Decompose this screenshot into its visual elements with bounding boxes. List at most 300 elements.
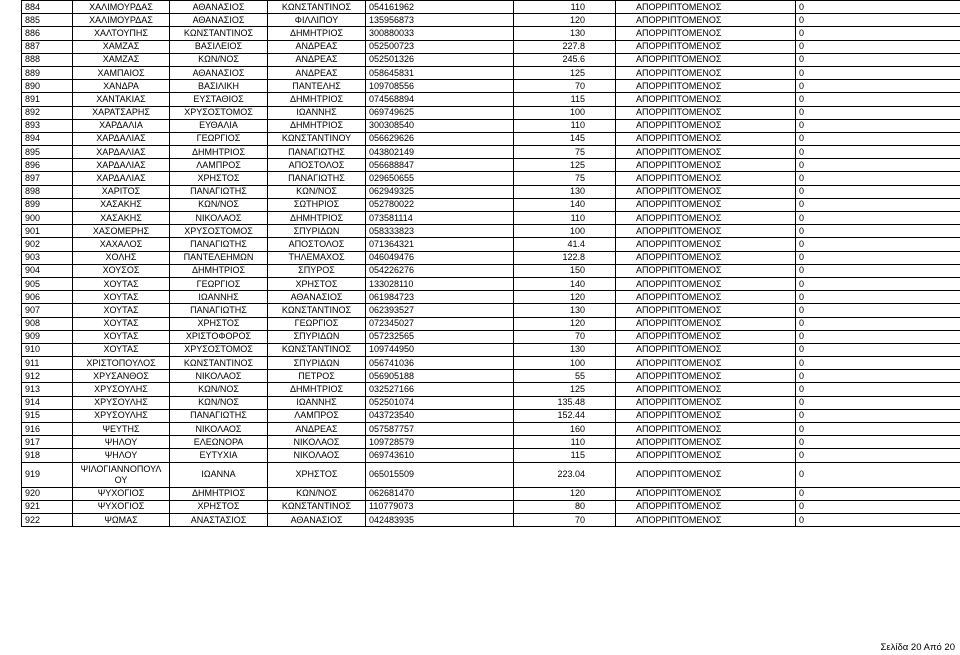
row-number-cell: 919 xyxy=(22,462,73,487)
registration-code-cell: 052501326 xyxy=(366,53,514,66)
status-cell: ΑΠΟΡΡΙΠΤΟΜΕΝΟΣ xyxy=(616,423,796,436)
status-cell: ΑΠΟΡΡΙΠΤΟΜΕΝΟΣ xyxy=(616,291,796,304)
first-name-cell: ΑΝΑΣΤΑΣΙΟΣ xyxy=(170,513,268,526)
points-cell: 0 xyxy=(796,172,960,185)
surname-cell: ΧΑΛΤΟΥΠΗΣ xyxy=(73,27,170,40)
surname-cell: ΧΑΛΙΜΟΥΡΔΑΣ xyxy=(73,14,170,27)
status-cell: ΑΠΟΡΡΙΠΤΟΜΕΝΟΣ xyxy=(616,330,796,343)
table-row xyxy=(22,251,960,264)
surname-cell: ΧΑΡΔΑΛΙΑ xyxy=(73,119,170,132)
status-cell: ΑΠΟΡΡΙΠΤΟΜΕΝΟΣ xyxy=(616,132,796,145)
row-number-cell: 911 xyxy=(22,357,73,370)
table-row xyxy=(22,396,960,409)
surname-cell: ΧΑΡΙΤΟΣ xyxy=(73,185,170,198)
score-cell: 110 xyxy=(514,119,616,132)
row-number-cell: 909 xyxy=(22,330,73,343)
registration-code-cell: 057587757 xyxy=(366,423,514,436)
registration-code-cell: 072345027 xyxy=(366,317,514,330)
status-cell: ΑΠΟΡΡΙΠΤΟΜΕΝΟΣ xyxy=(616,93,796,106)
surname-cell: ΧΡΙΣΤΟΠΟΥΛΟΣ xyxy=(73,357,170,370)
points-cell: 0 xyxy=(796,436,960,449)
first-name-cell: ΒΑΣΙΛΙΚΗ xyxy=(170,80,268,93)
surname-cell: ΧΟΥΤΑΣ xyxy=(73,343,170,356)
registration-code-cell: 135956873 xyxy=(366,14,514,27)
surname-cell: ΧΡΥΣΟΥΛΗΣ xyxy=(73,383,170,396)
first-name-cell: ΧΡΗΣΤΟΣ xyxy=(170,172,268,185)
points-cell: 0 xyxy=(796,277,960,290)
score-cell: 150 xyxy=(514,264,616,277)
father-name-cell: ΙΩΑΝΝΗΣ xyxy=(268,396,366,409)
points-cell: 0 xyxy=(796,396,960,409)
father-name-cell: ΣΠΥΡΙΔΩΝ xyxy=(268,330,366,343)
table-row xyxy=(22,40,960,53)
first-name-cell: ΚΩΝ/ΝΟΣ xyxy=(170,198,268,211)
score-cell: 115 xyxy=(514,449,616,462)
surname-cell: ΧΑΛΙΜΟΥΡΔΑΣ xyxy=(73,1,170,14)
registration-code-cell: 054226276 xyxy=(366,264,514,277)
registration-code-cell: 133028110 xyxy=(366,277,514,290)
row-number-cell: 897 xyxy=(22,172,73,185)
registration-code-cell: 062393527 xyxy=(366,304,514,317)
first-name-cell: ΛΑΜΠΡΟΣ xyxy=(170,159,268,172)
status-cell: ΑΠΟΡΡΙΠΤΟΜΕΝΟΣ xyxy=(616,277,796,290)
table-row xyxy=(22,500,960,513)
father-name-cell: ΔΗΜΗΤΡΙΟΣ xyxy=(268,27,366,40)
first-name-cell: ΠΑΝΑΓΙΩΤΗΣ xyxy=(170,238,268,251)
table-row xyxy=(22,343,960,356)
surname-cell: ΨΩΜΑΣ xyxy=(73,513,170,526)
father-name-cell: ΑΘΑΝΑΣΙΟΣ xyxy=(268,291,366,304)
table-row xyxy=(22,106,960,119)
table-row xyxy=(22,185,960,198)
row-number-cell: 921 xyxy=(22,500,73,513)
score-cell: 130 xyxy=(514,304,616,317)
points-cell: 0 xyxy=(796,449,960,462)
status-cell: ΑΠΟΡΡΙΠΤΟΜΕΝΟΣ xyxy=(616,487,796,500)
status-cell: ΑΠΟΡΡΙΠΤΟΜΕΝΟΣ xyxy=(616,449,796,462)
registration-code-cell: 110779073 xyxy=(366,500,514,513)
score-cell: 130 xyxy=(514,27,616,40)
row-number-cell: 915 xyxy=(22,409,73,422)
table-row xyxy=(22,212,960,225)
first-name-cell: ΚΩΝ/ΝΟΣ xyxy=(170,53,268,66)
surname-cell: ΧΑΜΖΑΣ xyxy=(73,40,170,53)
registration-code-cell: 058645831 xyxy=(366,66,514,79)
father-name-cell: ΠΑΝΑΓΙΩΤΗΣ xyxy=(268,172,366,185)
first-name-cell: ΧΡΙΣΤΟΦΟΡΟΣ xyxy=(170,330,268,343)
surname-cell: ΧΑΜΠΑΙΟΣ xyxy=(73,66,170,79)
first-name-cell: ΒΑΣΙΛΕΙΟΣ xyxy=(170,40,268,53)
score-cell: 245.6 xyxy=(514,53,616,66)
surname-cell: ΧΑΣΟΜΕΡΗΣ xyxy=(73,225,170,238)
first-name-cell: ΠΑΝΑΓΙΩΤΗΣ xyxy=(170,185,268,198)
surname-cell: ΧΡΥΣΟΥΛΗΣ xyxy=(73,396,170,409)
points-cell: 0 xyxy=(796,409,960,422)
status-cell: ΑΠΟΡΡΙΠΤΟΜΕΝΟΣ xyxy=(616,370,796,383)
score-cell: 120 xyxy=(514,317,616,330)
status-cell: ΑΠΟΡΡΙΠΤΟΜΕΝΟΣ xyxy=(616,53,796,66)
registration-code-cell: 058333823 xyxy=(366,225,514,238)
score-cell: 70 xyxy=(514,330,616,343)
surname-cell: ΧΟΥΤΑΣ xyxy=(73,317,170,330)
status-cell: ΑΠΟΡΡΙΠΤΟΜΕΝΟΣ xyxy=(616,106,796,119)
status-cell: ΑΠΟΡΡΙΠΤΟΜΕΝΟΣ xyxy=(616,40,796,53)
row-number-cell: 892 xyxy=(22,106,73,119)
registration-code-cell: 062681470 xyxy=(366,487,514,500)
points-cell: 0 xyxy=(796,423,960,436)
father-name-cell: ΧΡΗΣΤΟΣ xyxy=(268,277,366,290)
father-name-cell: ΑΝΔΡΕΑΣ xyxy=(268,53,366,66)
surname-cell: ΨΗΛΟΥ xyxy=(73,449,170,462)
first-name-cell: ΑΘΑΝΑΣΙΟΣ xyxy=(170,1,268,14)
father-name-cell: ΚΩΝ/ΝΟΣ xyxy=(268,487,366,500)
score-cell: 125 xyxy=(514,383,616,396)
father-name-cell: ΚΩΝΣΤΑΝΤΙΝΟΣ xyxy=(268,500,366,513)
points-cell: 0 xyxy=(796,40,960,53)
status-cell: ΑΠΟΡΡΙΠΤΟΜΕΝΟΣ xyxy=(616,409,796,422)
father-name-cell: ΑΝΔΡΕΑΣ xyxy=(268,66,366,79)
status-cell: ΑΠΟΡΡΙΠΤΟΜΕΝΟΣ xyxy=(616,500,796,513)
registration-code-cell: 065015509 xyxy=(366,462,514,487)
points-cell: 0 xyxy=(796,291,960,304)
score-cell: 140 xyxy=(514,198,616,211)
score-cell: 100 xyxy=(514,225,616,238)
registration-code-cell: 109708556 xyxy=(366,80,514,93)
father-name-cell: ΑΝΔΡΕΑΣ xyxy=(268,423,366,436)
score-cell: 100 xyxy=(514,106,616,119)
first-name-cell: ΑΘΑΝΑΣΙΟΣ xyxy=(170,66,268,79)
score-cell: 130 xyxy=(514,343,616,356)
points-cell: 0 xyxy=(796,14,960,27)
first-name-cell: ΕΥΤΥΧΙΑ xyxy=(170,449,268,462)
father-name-cell: ΣΠΥΡΟΣ xyxy=(268,264,366,277)
registration-code-cell: 056688847 xyxy=(366,159,514,172)
row-number-cell: 900 xyxy=(22,212,73,225)
father-name-cell: ΔΗΜΗΤΡΙΟΣ xyxy=(268,212,366,225)
points-cell: 0 xyxy=(796,80,960,93)
row-number-cell: 894 xyxy=(22,132,73,145)
row-number-cell: 898 xyxy=(22,185,73,198)
points-cell: 0 xyxy=(796,513,960,526)
registration-code-cell: 056905188 xyxy=(366,370,514,383)
father-name-cell: ΤΗΛΕΜΑΧΟΣ xyxy=(268,251,366,264)
row-number-cell: 884 xyxy=(22,1,73,14)
row-number-cell: 885 xyxy=(22,14,73,27)
first-name-cell: ΓΕΩΡΓΙΟΣ xyxy=(170,132,268,145)
points-cell: 0 xyxy=(796,264,960,277)
score-cell: 130 xyxy=(514,185,616,198)
surname-cell: ΧΡΥΣΟΥΛΗΣ xyxy=(73,409,170,422)
score-cell: 75 xyxy=(514,172,616,185)
row-number-cell: 922 xyxy=(22,513,73,526)
row-number-cell: 908 xyxy=(22,317,73,330)
surname-cell: ΨΙΛΟΓΙΑΝΝΟΠΟΥΛ ΟΥ xyxy=(73,462,170,487)
table-row xyxy=(22,146,960,159)
points-cell: 0 xyxy=(796,93,960,106)
surname-cell: ΧΟΥΤΑΣ xyxy=(73,330,170,343)
father-name-cell: ΝΙΚΟΛΑΟΣ xyxy=(268,436,366,449)
status-cell: ΑΠΟΡΡΙΠΤΟΜΕΝΟΣ xyxy=(616,357,796,370)
first-name-cell: ΔΗΜΗΤΡΙΟΣ xyxy=(170,264,268,277)
status-cell: ΑΠΟΡΡΙΠΤΟΜΕΝΟΣ xyxy=(616,1,796,14)
surname-cell: ΧΑΧΑΛΟΣ xyxy=(73,238,170,251)
status-cell: ΑΠΟΡΡΙΠΤΟΜΕΝΟΣ xyxy=(616,146,796,159)
points-cell: 0 xyxy=(796,500,960,513)
row-number-cell: 887 xyxy=(22,40,73,53)
registration-code-cell: 109728579 xyxy=(366,436,514,449)
score-cell: 80 xyxy=(514,500,616,513)
score-cell: 115 xyxy=(514,93,616,106)
table-row xyxy=(22,132,960,145)
father-name-cell: ΚΩΝΣΤΑΝΤΙΝΟΣ xyxy=(268,1,366,14)
first-name-cell: ΠΑΝΤΕΛΕΗΜΩΝ xyxy=(170,251,268,264)
table-row xyxy=(22,264,960,277)
father-name-cell: ΑΘΑΝΑΣΙΟΣ xyxy=(268,513,366,526)
first-name-cell: ΧΡΥΣΟΣΤΟΜΟΣ xyxy=(170,106,268,119)
father-name-cell: ΣΠΥΡΙΔΩΝ xyxy=(268,225,366,238)
registration-code-cell: 052501074 xyxy=(366,396,514,409)
points-cell: 0 xyxy=(796,27,960,40)
score-cell: 125 xyxy=(514,159,616,172)
table-row xyxy=(22,277,960,290)
surname-cell: ΧΡΥΣΑΝΘΟΣ xyxy=(73,370,170,383)
table-row xyxy=(22,225,960,238)
row-number-cell: 895 xyxy=(22,146,73,159)
surname-cell: ΧΑΝΤΑΚΙΑΣ xyxy=(73,93,170,106)
table-row xyxy=(22,462,960,487)
first-name-cell: ΚΩΝΣΤΑΝΤΙΝΟΣ xyxy=(170,27,268,40)
registration-code-cell: 057232565 xyxy=(366,330,514,343)
registration-code-cell: 061984723 xyxy=(366,291,514,304)
registration-code-cell: 032527166 xyxy=(366,383,514,396)
table-row xyxy=(22,93,960,106)
surname-cell: ΧΑΣΑΚΗΣ xyxy=(73,212,170,225)
first-name-cell: ΔΗΜΗΤΡΙΟΣ xyxy=(170,487,268,500)
points-cell: 0 xyxy=(796,132,960,145)
first-name-cell: ΧΡΗΣΤΟΣ xyxy=(170,317,268,330)
points-cell: 0 xyxy=(796,330,960,343)
row-number-cell: 916 xyxy=(22,423,73,436)
first-name-cell: ΠΑΝΑΓΙΩΤΗΣ xyxy=(170,304,268,317)
surname-cell: ΧΟΥΤΑΣ xyxy=(73,277,170,290)
score-cell: 152.44 xyxy=(514,409,616,422)
status-cell: ΑΠΟΡΡΙΠΤΟΜΕΝΟΣ xyxy=(616,436,796,449)
father-name-cell: ΑΝΔΡΕΑΣ xyxy=(268,40,366,53)
points-cell: 0 xyxy=(796,146,960,159)
points-cell: 0 xyxy=(796,159,960,172)
row-number-cell: 918 xyxy=(22,449,73,462)
row-number-cell: 903 xyxy=(22,251,73,264)
score-cell: 120 xyxy=(514,487,616,500)
table-row xyxy=(22,238,960,251)
table-row xyxy=(22,159,960,172)
first-name-cell: ΚΩΝ/ΝΟΣ xyxy=(170,383,268,396)
father-name-cell: ΔΗΜΗΤΡΙΟΣ xyxy=(268,93,366,106)
score-cell: 145 xyxy=(514,132,616,145)
first-name-cell: ΧΡΗΣΤΟΣ xyxy=(170,500,268,513)
table-row xyxy=(22,172,960,185)
registration-code-cell: 062949325 xyxy=(366,185,514,198)
points-cell: 0 xyxy=(796,225,960,238)
score-cell: 41.4 xyxy=(514,238,616,251)
points-cell: 0 xyxy=(796,106,960,119)
registration-code-cell: 071364321 xyxy=(366,238,514,251)
registration-code-cell: 029650655 xyxy=(366,172,514,185)
registration-code-cell: 300308540 xyxy=(366,119,514,132)
row-number-cell: 906 xyxy=(22,291,73,304)
father-name-cell: ΑΠΟΣΤΟΛΟΣ xyxy=(268,159,366,172)
surname-cell: ΧΑΝΔΡΑ xyxy=(73,80,170,93)
points-cell: 0 xyxy=(796,304,960,317)
row-number-cell: 913 xyxy=(22,383,73,396)
points-cell: 0 xyxy=(796,119,960,132)
points-cell: 0 xyxy=(796,212,960,225)
status-cell: ΑΠΟΡΡΙΠΤΟΜΕΝΟΣ xyxy=(616,304,796,317)
row-number-cell: 901 xyxy=(22,225,73,238)
row-number-cell: 891 xyxy=(22,93,73,106)
status-cell: ΑΠΟΡΡΙΠΤΟΜΕΝΟΣ xyxy=(616,251,796,264)
table-row xyxy=(22,370,960,383)
points-cell: 0 xyxy=(796,317,960,330)
first-name-cell: ΔΗΜΗΤΡΙΟΣ xyxy=(170,146,268,159)
table-row xyxy=(22,291,960,304)
surname-cell: ΧΑΡΔΑΛΙΑΣ xyxy=(73,146,170,159)
surname-cell: ΧΑΡΑΤΣΑΡΗΣ xyxy=(73,106,170,119)
score-cell: 120 xyxy=(514,291,616,304)
registration-code-cell: 056629626 xyxy=(366,132,514,145)
father-name-cell: ΝΙΚΟΛΑΟΣ xyxy=(268,449,366,462)
surname-cell: ΨΥΧΟΓΙΟΣ xyxy=(73,500,170,513)
row-number-cell: 896 xyxy=(22,159,73,172)
score-cell: 160 xyxy=(514,423,616,436)
table-row xyxy=(22,14,960,27)
first-name-cell: ΝΙΚΟΛΑΟΣ xyxy=(170,423,268,436)
status-cell: ΑΠΟΡΡΙΠΤΟΜΕΝΟΣ xyxy=(616,264,796,277)
status-cell: ΑΠΟΡΡΙΠΤΟΜΕΝΟΣ xyxy=(616,383,796,396)
points-cell: 0 xyxy=(796,198,960,211)
registration-code-cell: 046049476 xyxy=(366,251,514,264)
table-row xyxy=(22,449,960,462)
father-name-cell: ΛΑΜΠΡΟΣ xyxy=(268,409,366,422)
status-cell: ΑΠΟΡΡΙΠΤΟΜΕΝΟΣ xyxy=(616,343,796,356)
father-name-cell: ΔΗΜΗΤΡΙΟΣ xyxy=(268,119,366,132)
registration-code-cell: 069749625 xyxy=(366,106,514,119)
father-name-cell: ΦΙΛΛΙΠΟΥ xyxy=(268,14,366,27)
points-cell: 0 xyxy=(796,1,960,14)
first-name-cell: ΕΥΣΤΑΘΙΟΣ xyxy=(170,93,268,106)
father-name-cell: ΠΑΝΑΓΙΩΤΗΣ xyxy=(268,146,366,159)
father-name-cell: ΚΩΝΣΤΑΝΤΙΝΟΥ xyxy=(268,132,366,145)
status-cell: ΑΠΟΡΡΙΠΤΟΜΕΝΟΣ xyxy=(616,159,796,172)
surname-cell: ΨΥΧΟΓΙΟΣ xyxy=(73,487,170,500)
surname-cell: ΨΗΛΟΥ xyxy=(73,436,170,449)
status-cell: ΑΠΟΡΡΙΠΤΟΜΕΝΟΣ xyxy=(616,14,796,27)
father-name-cell: ΠΑΝΤΕΛΗΣ xyxy=(268,80,366,93)
table-row xyxy=(22,357,960,370)
status-cell: ΑΠΟΡΡΙΠΤΟΜΕΝΟΣ xyxy=(616,317,796,330)
row-number-cell: 890 xyxy=(22,80,73,93)
results-table xyxy=(21,0,960,527)
first-name-cell: ΓΕΩΡΓΙΟΣ xyxy=(170,277,268,290)
score-cell: 75 xyxy=(514,146,616,159)
father-name-cell: ΠΕΤΡΟΣ xyxy=(268,370,366,383)
score-cell: 110 xyxy=(514,436,616,449)
surname-cell: ΧΟΥΤΑΣ xyxy=(73,291,170,304)
status-cell: ΑΠΟΡΡΙΠΤΟΜΕΝΟΣ xyxy=(616,225,796,238)
first-name-cell: ΙΩΑΝΝΗΣ xyxy=(170,291,268,304)
first-name-cell: ΕΥΘΑΛΙΑ xyxy=(170,119,268,132)
points-cell: 0 xyxy=(796,66,960,79)
points-cell: 0 xyxy=(796,53,960,66)
row-number-cell: 914 xyxy=(22,396,73,409)
registration-code-cell: 074568894 xyxy=(366,93,514,106)
table-row xyxy=(22,513,960,526)
first-name-cell: ΙΩΑΝΝΑ xyxy=(170,462,268,487)
points-cell: 0 xyxy=(796,383,960,396)
points-cell: 0 xyxy=(796,238,960,251)
table-row xyxy=(22,330,960,343)
points-cell: 0 xyxy=(796,370,960,383)
father-name-cell: ΚΩΝΣΤΑΝΤΙΝΟΣ xyxy=(268,304,366,317)
table-row xyxy=(22,66,960,79)
surname-cell: ΧΑΜΖΑΣ xyxy=(73,53,170,66)
points-cell: 0 xyxy=(796,462,960,487)
surname-cell: ΧΑΡΔΑΛΙΑΣ xyxy=(73,159,170,172)
score-cell: 227.8 xyxy=(514,40,616,53)
status-cell: ΑΠΟΡΡΙΠΤΟΜΕΝΟΣ xyxy=(616,27,796,40)
table-row xyxy=(22,27,960,40)
row-number-cell: 902 xyxy=(22,238,73,251)
score-cell: 223.04 xyxy=(514,462,616,487)
table-row xyxy=(22,1,960,14)
status-cell: ΑΠΟΡΡΙΠΤΟΜΕΝΟΣ xyxy=(616,238,796,251)
points-cell: 0 xyxy=(796,487,960,500)
father-name-cell: ΔΗΜΗΤΡΙΟΣ xyxy=(268,383,366,396)
table-row xyxy=(22,436,960,449)
table-row xyxy=(22,198,960,211)
status-cell: ΑΠΟΡΡΙΠΤΟΜΕΝΟΣ xyxy=(616,513,796,526)
surname-cell: ΧΑΣΑΚΗΣ xyxy=(73,198,170,211)
registration-code-cell: 052500723 xyxy=(366,40,514,53)
status-cell: ΑΠΟΡΡΙΠΤΟΜΕΝΟΣ xyxy=(616,396,796,409)
row-number-cell: 920 xyxy=(22,487,73,500)
row-number-cell: 904 xyxy=(22,264,73,277)
father-name-cell: ΣΠΥΡΙΔΩΝ xyxy=(268,357,366,370)
surname-cell: ΧΟΥΣΟΣ xyxy=(73,264,170,277)
score-cell: 55 xyxy=(514,370,616,383)
first-name-cell: ΕΛΕΩΝΟΡΑ xyxy=(170,436,268,449)
registration-code-cell: 054161962 xyxy=(366,1,514,14)
row-number-cell: 905 xyxy=(22,277,73,290)
table-row xyxy=(22,53,960,66)
points-cell: 0 xyxy=(796,185,960,198)
surname-cell: ΧΟΛΗΣ xyxy=(73,251,170,264)
first-name-cell: ΠΑΝΑΓΙΩΤΗΣ xyxy=(170,409,268,422)
father-name-cell: ΙΩΑΝΝΗΣ xyxy=(268,106,366,119)
score-cell: 140 xyxy=(514,277,616,290)
registration-code-cell: 042483935 xyxy=(366,513,514,526)
table-body xyxy=(22,1,960,527)
row-number-cell: 893 xyxy=(22,119,73,132)
row-number-cell: 889 xyxy=(22,66,73,79)
score-cell: 110 xyxy=(514,1,616,14)
table-row xyxy=(22,119,960,132)
status-cell: ΑΠΟΡΡΙΠΤΟΜΕΝΟΣ xyxy=(616,212,796,225)
score-cell: 135.48 xyxy=(514,396,616,409)
score-cell: 70 xyxy=(514,513,616,526)
row-number-cell: 907 xyxy=(22,304,73,317)
row-number-cell: 917 xyxy=(22,436,73,449)
